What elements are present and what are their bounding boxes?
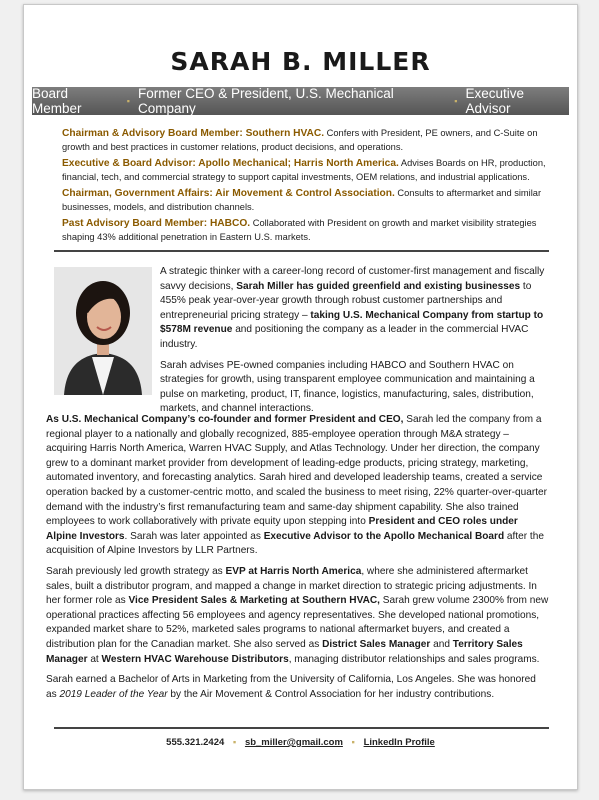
text-run: by the Air Movement & Control Association for her industry contributions. bbox=[167, 688, 495, 700]
role-item bbox=[62, 217, 559, 243]
role-text: Confers with President, PE owners, and C-Suite on growth and best practices in customer relations, product decisions, and operations. bbox=[62, 128, 538, 152]
text-run-bold: Western HVAC Warehouse Distributors bbox=[101, 653, 289, 665]
banner-separator-icon: ▪ bbox=[454, 96, 458, 106]
name-first: SARAH B. bbox=[170, 47, 323, 76]
headshot-icon bbox=[54, 267, 152, 395]
narrative-paragraph bbox=[46, 673, 549, 702]
role-title: Executive & Board Advisor: Apollo Mechanical; Harris North America. bbox=[62, 158, 399, 169]
text-run-italic: 2019 Leader of the Year bbox=[59, 688, 168, 700]
text-run-bold: EVP at Harris North America bbox=[225, 565, 362, 577]
role-text: Consults to aftermarket and similar businesses, models, and distribution channels. bbox=[62, 188, 542, 212]
text-run: , where she administered aftermarket sales, built a distributor program, and mapped a change in market direction to strategic pricing adjustments. In her former role as bbox=[46, 565, 537, 607]
text-run-bold: District Sales Manager bbox=[322, 638, 431, 650]
role-text: Collaborated with President on growth and market visibility strategies shaping 43% additional penetration in Eastern U.S. markets. bbox=[62, 218, 537, 242]
contact-separator-icon: ▪ bbox=[351, 737, 355, 748]
text-run: and positioning the company as a leader in the commercial HVAC industry. bbox=[160, 324, 529, 350]
resume-page bbox=[23, 4, 578, 790]
intro-paragraph bbox=[160, 265, 549, 353]
narrative-paragraph bbox=[46, 413, 549, 559]
text-run: and bbox=[430, 638, 453, 650]
text-run: to 455% peak year-over-year growth through robust customer partnerships and entrepreneurial pricing strategy – bbox=[160, 280, 532, 321]
text-run-bold: President and CEO roles under Alpine Investors bbox=[46, 516, 518, 542]
text-run-bold: taking U.S. Mechanical Company from startup to $578M revenue bbox=[160, 309, 544, 336]
role-item bbox=[62, 127, 559, 153]
text-run-bold: Vice President Sales & Marketing at Southern HVAC, bbox=[128, 595, 380, 607]
text-run-bold: As U.S. Mechanical Company’s co-founder and former President and CEO, bbox=[46, 414, 404, 425]
text-run: Sarah earned a Bachelor of Arts in Marketing from the University of California, Los Angeles. She was honored as bbox=[46, 674, 536, 700]
text-run: after the acquisition of Alpine Investors by LLR Partners. bbox=[46, 530, 544, 557]
email-link[interactable]: sb_miller@gmail.com bbox=[244, 737, 343, 748]
board-roles-list bbox=[62, 127, 559, 247]
linkedin-link[interactable]: LinkedIn Profile bbox=[363, 737, 435, 748]
text-run: Sarah previously led growth strategy as bbox=[46, 565, 226, 577]
role-title: Chairman & Advisory Board Member: Southern HVAC. bbox=[62, 128, 325, 139]
text-run-bold: Territory Sales Manager bbox=[46, 638, 523, 665]
text-run: Sarah grew volume 2300% from new operational practices affecting 56 employees and agency representatives. She developed national promotions, expanded market share to 52%, marketed sales programs to national aftermarket buyers, and created a distribution plan for the Canadian market. She also served as bbox=[46, 595, 549, 650]
narrative-paragraph bbox=[46, 565, 549, 667]
phone-number: 555.321.2424 bbox=[166, 737, 225, 748]
section-divider bbox=[54, 250, 549, 252]
banner-separator-icon: ▪ bbox=[126, 96, 130, 106]
intro-paragraph: Sarah advises PE-owned companies including HABCO and Southern HVAC on strategies for growth, using transparent employee communication and maintaining a pulse on marketing, product, IT, finance, logistics, manufacturing, sales, distribution, markets, and channel interactions. bbox=[160, 359, 535, 415]
role-item bbox=[62, 187, 559, 213]
text-run: , managing distributor relationships and sales programs. bbox=[288, 653, 540, 665]
headline-banner bbox=[32, 87, 569, 115]
banner-item-executive-advisor: Executive Advisor bbox=[465, 86, 525, 116]
footer-divider bbox=[54, 727, 549, 729]
text-run: Sarah led the company from a regional player to a nationally and globally recognized, 885-employee operation through M&A strategy – acquiring Harris North America, Warren HVAC Supply, and Atlas Technology. Under her direction, the company grew to a dominant market provider from development of leading-edge products, pricing strategy, marketing, automated inventory, and forecasting analytics. Sarah hired and developed leadership teams, created a service operation backed by a customer-centric motto, and scaled the business to meet rising, 22% quarter-over-quarter demand with the industry’s first remanufacturing team and same-day shipment capability. She also trained employees to work collaboratively with private equity upon stepping into bbox=[46, 414, 548, 528]
contact-bar bbox=[24, 737, 577, 748]
text-run-bold: Executive Advisor to the Apollo Mechanical Board bbox=[263, 530, 505, 542]
text-run: . Sarah was later appointed as bbox=[124, 530, 264, 542]
role-title: Past Advisory Board Member: HABCO. bbox=[62, 218, 251, 229]
banner-item-former-ceo: Former CEO & President, U.S. Mechanical Company bbox=[137, 86, 394, 116]
text-run: A strategic thinker with a career-long record of customer-first management and fiscally savvy decisions, bbox=[160, 266, 545, 292]
headshot-photo bbox=[54, 267, 152, 395]
banner-item-board-member: Board Member bbox=[32, 86, 82, 116]
text-run: at bbox=[87, 653, 102, 665]
text-run-bold: Sarah Miller has guided greenfield and existing businesses bbox=[236, 280, 521, 292]
role-text: Advises Boards on HR, production, financial, tech, and commercial strategy to support capital investments, OEM relations, and industrial applications. bbox=[62, 158, 546, 182]
name-last: MILLER bbox=[322, 47, 431, 76]
role-title: Chairman, Government Affairs: Air Movement & Control Association. bbox=[62, 188, 395, 199]
role-item bbox=[62, 157, 559, 183]
candidate-name bbox=[24, 47, 577, 76]
career-narrative bbox=[46, 413, 549, 708]
intro-summary bbox=[160, 265, 549, 423]
contact-separator-icon: ▪ bbox=[232, 737, 237, 748]
